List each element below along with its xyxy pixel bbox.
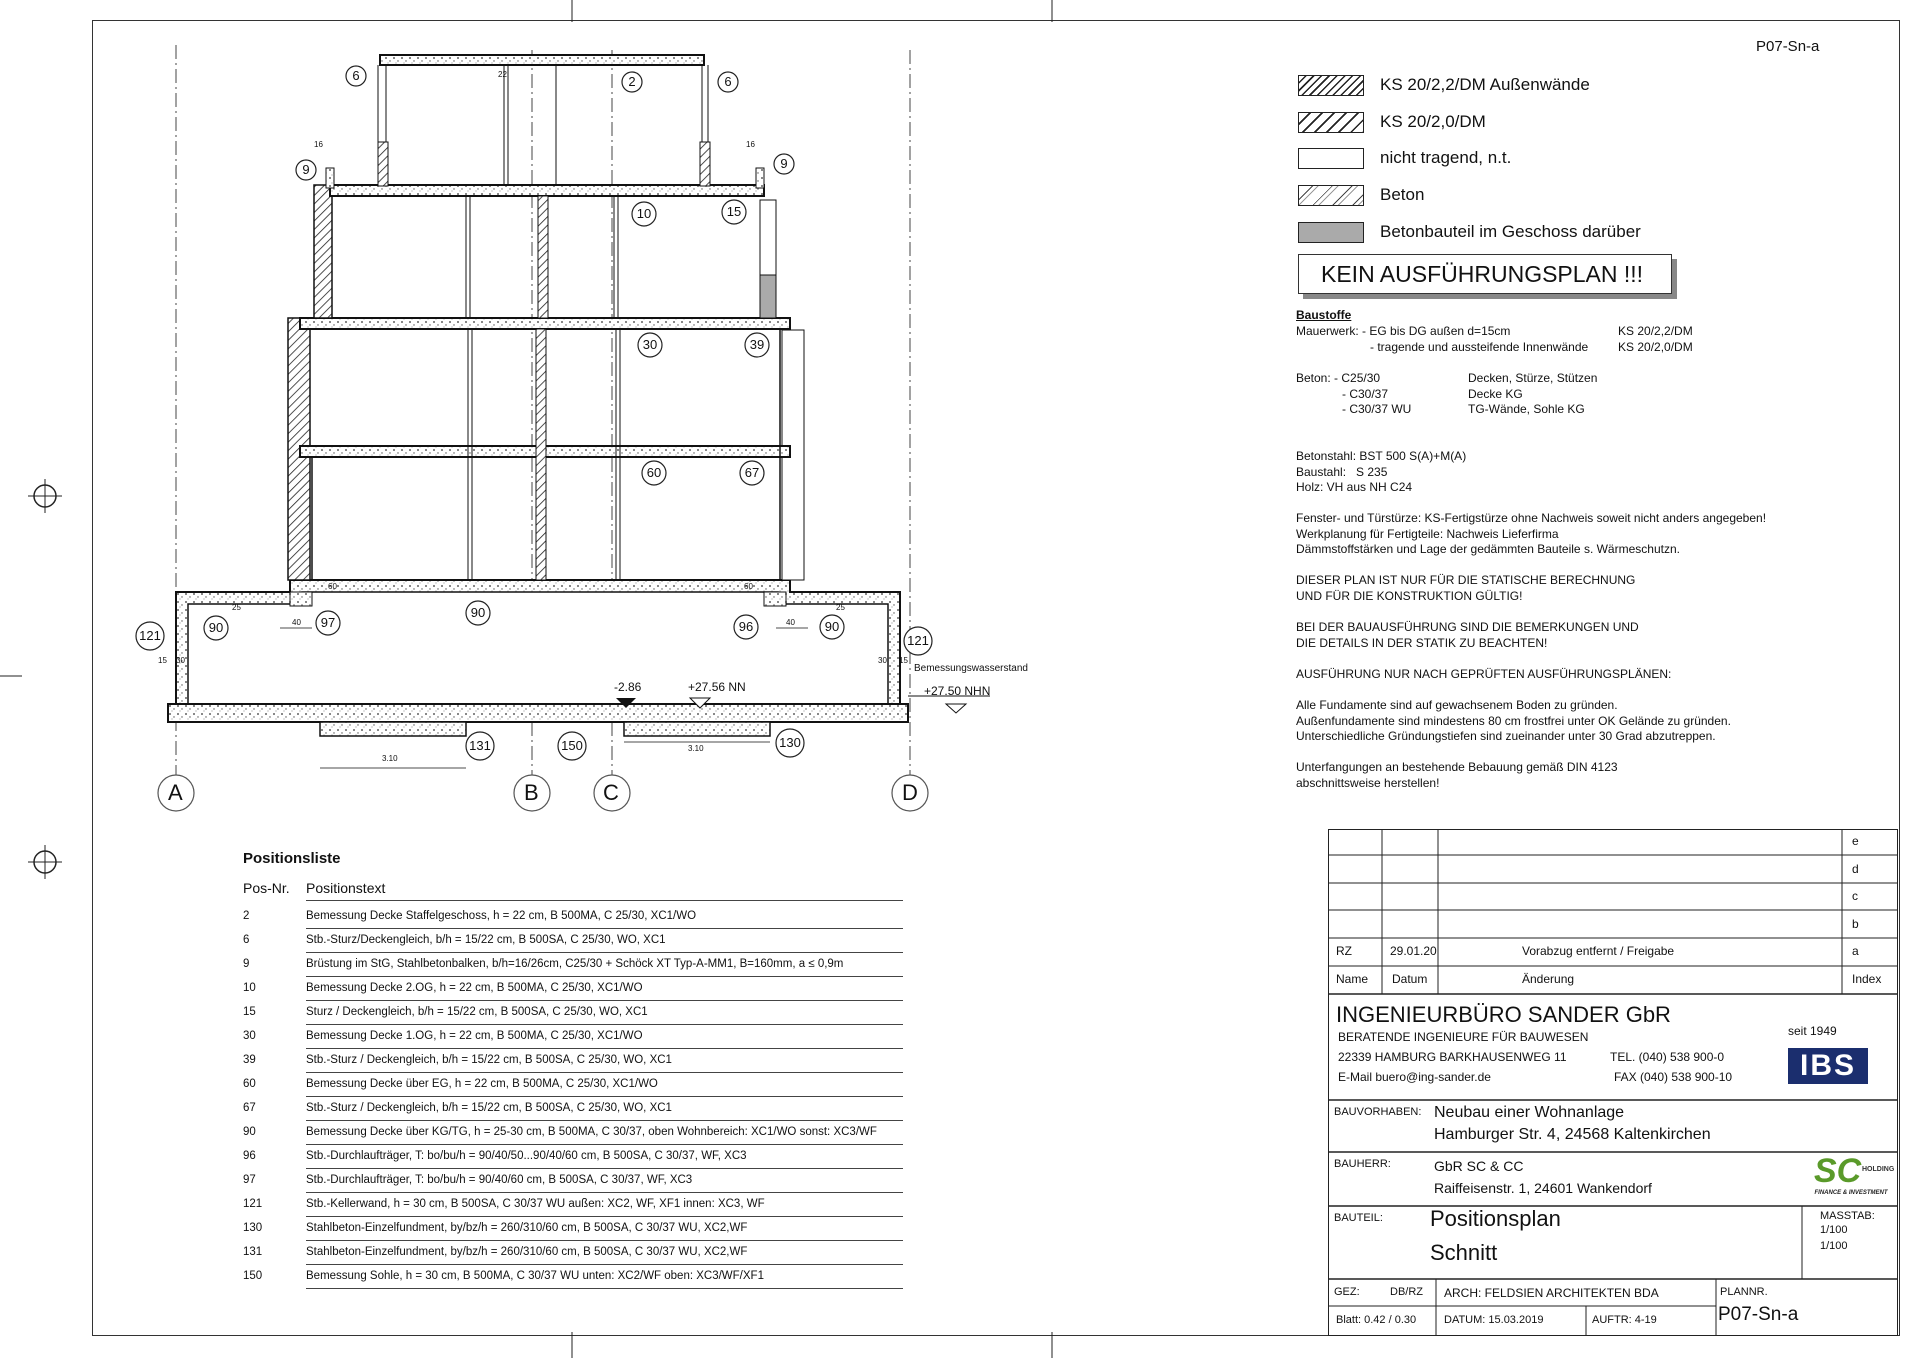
- position-number: 121: [243, 1198, 263, 1210]
- position-number: 97: [243, 1174, 256, 1186]
- position-marker-label: 60: [646, 465, 662, 480]
- position-marker-label: 97: [320, 615, 336, 630]
- legend-item: Betonbauteil im Geschoss darüber: [1298, 221, 1641, 243]
- datum-value: DATUM: 15.03.2019: [1444, 1314, 1544, 1326]
- position-marker-label: 67: [744, 465, 760, 480]
- position-number: 130: [243, 1222, 263, 1234]
- position-marker-label: 90: [208, 620, 224, 635]
- position-number: 30: [243, 1030, 256, 1042]
- ibs-logo: IBS: [1788, 1048, 1868, 1084]
- level-water: +27.50 NHN: [924, 684, 991, 698]
- position-marker-label: 131: [469, 738, 491, 753]
- position-marker-label: 15: [726, 204, 742, 219]
- position-text: Stb.-Sturz / Deckengleich, b/h = 15/22 cm, B 500SA, C 25/30, WO, XC1: [306, 1054, 903, 1073]
- rev-header-index: Index: [1852, 972, 1882, 986]
- bauherr-label: BAUHERR:: [1334, 1158, 1391, 1170]
- company-address: 22339 HAMBURG BARKHAUSENWEG 11: [1338, 1050, 1567, 1064]
- level-nn: +27.56 NN: [688, 680, 746, 694]
- grid-axis-label: A: [168, 780, 183, 805]
- position-marker-label: 96: [738, 619, 754, 634]
- grid-axis-label: B: [524, 780, 539, 805]
- legend-item: nicht tragend, n.t.: [1298, 147, 1511, 169]
- notes-line: Mauerwerk: - EG bis DG außen d=15cm: [1296, 324, 1511, 338]
- revision-index: e: [1852, 834, 1859, 848]
- revision-change: Vorabzug entfernt / Freigabe: [1522, 944, 1675, 958]
- dimension-label: 3.10: [688, 744, 704, 753]
- massstab-label: MASSTAB:: [1820, 1210, 1875, 1222]
- position-text: Bemessung Decke 1.OG, h = 22 cm, B 500MA, C 25/30, XC1/WO: [306, 1030, 903, 1049]
- dimension-label: 25: [232, 603, 241, 612]
- bauvorhaben-line1: Neubau einer Wohnanlage: [1434, 1104, 1625, 1121]
- notes-line: - tragende und aussteifende Innenwände: [1370, 340, 1589, 354]
- position-marker-label: 9: [302, 162, 310, 177]
- position-marker-label: 2: [628, 74, 636, 89]
- notes-block: BEI DER BAUAUSFÜHRUNG SIND DIE BEMERKUNGEN UND DIE DETAILS IN DER STATIK ZU BEACHTEN!: [1296, 620, 1639, 650]
- bauteil-line2: Schnitt: [1430, 1240, 1498, 1265]
- dimension-label: 60: [328, 582, 337, 591]
- bauvorhaben-line2: Hamburger Str. 4, 24568 Kaltenkirchen: [1434, 1126, 1711, 1143]
- blatt-value: Blatt: 0.42 / 0.30: [1336, 1314, 1417, 1326]
- revision-index: c: [1852, 889, 1858, 903]
- notes-block: Fenster- und Türstürze: KS-Fertigstürze ohne Nachweis soweit nicht anders angegeben! Werkplanung für Fertigteile: Nachweis Lieferfirma Dämmstoffstärken und Lage der gedämmten Bauteile s. Wärmeschutzn.: [1296, 511, 1767, 556]
- notes-line: Beton: - C25/30: [1296, 371, 1381, 385]
- notes-value: KS 20/2,2/DM: [1618, 324, 1693, 338]
- positions-header: Pos-Nr. Positionstext: [243, 880, 290, 896]
- dimension-label: 16: [314, 140, 323, 149]
- position-number: 67: [243, 1102, 256, 1114]
- dimension-label: 40: [292, 618, 301, 627]
- position-number: 131: [243, 1246, 263, 1258]
- position-number: 9: [243, 958, 250, 970]
- position-text: Bemessung Decke 2.OG, h = 22 cm, B 500MA, C 25/30, XC1/WO: [306, 982, 903, 1001]
- notes-value: Decken, Stürze, Stützen: [1468, 371, 1598, 385]
- position-marker-label: 39: [749, 337, 765, 352]
- arch-label: ARCH: FELDSIEN ARCHITEKTEN BDA: [1444, 1286, 1659, 1300]
- bauteil-label: BAUTEIL:: [1334, 1212, 1383, 1224]
- notes-block: Unterfangungen an bestehende Bebauung gemäß DIN 4123 abschnittsweise herstellen!: [1296, 760, 1618, 790]
- position-marker-label: 130: [779, 735, 801, 750]
- position-number: 150: [243, 1270, 263, 1282]
- company-sub: BERATENDE INGENIEURE FÜR BAUWESEN: [1338, 1030, 1589, 1044]
- position-text: Stahlbeton-Einzelfundment, by/bz/h = 260/310/60 cm, B 500SA, C 30/37 WU, XC2,WF: [306, 1246, 903, 1265]
- position-number: 6: [243, 934, 250, 946]
- bauvorhaben-label: BAUVORHABEN:: [1334, 1106, 1422, 1118]
- level-minus: -2.86: [614, 680, 642, 694]
- notes-line: - C30/37: [1342, 387, 1389, 401]
- position-number: 10: [243, 982, 256, 994]
- dimension-label: 16: [746, 140, 755, 149]
- plannr-value: P07-Sn-a: [1718, 1304, 1799, 1325]
- position-text: Stahlbeton-Einzelfundment, by/bz/h = 260/310/60 cm, B 500SA, C 30/37 WU, XC2,WF: [306, 1222, 903, 1241]
- company-email: E-Mail buero@ing-sander.de: [1338, 1070, 1491, 1084]
- plannr-label: PLANNR.: [1720, 1286, 1768, 1298]
- position-number: 96: [243, 1150, 256, 1162]
- gez-value: DB/RZ: [1390, 1286, 1423, 1298]
- company-fax: FAX (040) 538 900-10: [1614, 1070, 1733, 1084]
- company-tel: TEL. (040) 538 900-0: [1610, 1050, 1725, 1064]
- legend-item: KS 20/2,0/DM: [1298, 111, 1486, 133]
- bauherr-line1: GbR SC & CC: [1434, 1158, 1524, 1174]
- notes-value: KS 20/2,0/DM: [1618, 340, 1693, 354]
- position-marker-label: 90: [470, 605, 486, 620]
- rev-header-name: Name: [1336, 972, 1369, 986]
- legend-item: Beton: [1298, 184, 1424, 206]
- position-text: Sturz / Deckengleich, b/h = 15/22 cm, B 500SA, C 25/30, WO, XC1: [306, 1006, 903, 1025]
- dimension-label: 60: [744, 582, 753, 591]
- bauteil-line1: Positionsplan: [1430, 1206, 1561, 1231]
- revision-index: a: [1852, 944, 1859, 958]
- notes-line: - C30/37 WU: [1342, 402, 1412, 416]
- grid-axis-label: C: [603, 780, 619, 805]
- dimension-label: 22: [498, 70, 507, 79]
- position-text: Stb.-Durchlaufträger, T: bo/bu/h = 90/40/50...90/40/60 cm, B 500SA, C 30/37, WF, XC3: [306, 1150, 903, 1169]
- since-label: seit 1949: [1788, 1024, 1837, 1038]
- position-number: 2: [243, 910, 250, 922]
- positions-title: Positionsliste: [243, 850, 341, 867]
- bauherr-line2: Raiffeisenstr. 1, 24601 Wankendorf: [1434, 1180, 1652, 1196]
- dimension-label: 15: [899, 656, 908, 665]
- position-text: Stb.-Sturz / Deckengleich, b/h = 15/22 cm, B 500SA, C 25/30, WO, XC1: [306, 1102, 903, 1121]
- position-number: 39: [243, 1054, 256, 1066]
- revision-name: RZ: [1336, 944, 1352, 958]
- position-number: 60: [243, 1078, 256, 1090]
- dimension-label: 25: [836, 603, 845, 612]
- position-number: 15: [243, 1006, 256, 1018]
- plan-code: P07-Sn-a: [1756, 38, 1820, 55]
- position-text: Stb.-Durchlaufträger, T: bo/bu/h = 90/40/60 cm, B 500SA, C 30/37, WF, XC3: [306, 1174, 903, 1193]
- position-marker-label: 121: [907, 633, 929, 648]
- position-marker-label: 121: [139, 628, 161, 643]
- auftr-value: AUFTR: 4-19: [1592, 1314, 1657, 1326]
- position-marker-label: 6: [352, 68, 360, 83]
- rev-header-change: Änderung: [1522, 972, 1575, 986]
- position-text: Stb.-Kellerwand, h = 30 cm, B 500SA, C 30/37 WU außen: XC2, WF, XF1 innen: XC3, WF: [306, 1198, 903, 1217]
- position-text: Bemessung Sohle, h = 30 cm, B 500MA, C 30/37 WU unten: XC2/WF oben: XC3/WF/XF1: [306, 1270, 903, 1289]
- dimension-label: 3.10: [382, 754, 398, 763]
- position-text: Brüstung im StG, Stahlbetonbalken, b/h=16/26cm, C25/30 + Schöck XT Typ-A-MM1, B=160mm, a ≤ 0,9m: [306, 958, 903, 977]
- notes-block: Betonstahl: BST 500 S(A)+M(A) Baustahl: S 235 Holz: VH aus NH C24: [1296, 449, 1467, 494]
- position-marker-label: 30: [642, 337, 658, 352]
- grid-axis-label: D: [902, 780, 918, 805]
- notes-block: Alle Fundamente sind auf gewachsenem Boden zu gründen. Außenfundamente sind mindestens 80 cm frostfrei unter OK Gelände zu gründen. Unterschiedliche Gründungstiefen sind zueinander unter 30 Grad abzutreppen.: [1296, 698, 1731, 743]
- notes-block: AUSFÜHRUNG NUR NACH GEPRÜFTEN AUSFÜHRUNGSPLÄNEN:: [1296, 667, 1672, 681]
- position-marker-label: 150: [561, 738, 583, 753]
- notes-value: TG-Wände, Sohle KG: [1468, 402, 1585, 416]
- position-marker-label: 10: [636, 206, 652, 221]
- position-text: Bemessung Decke Staffelgeschoss, h = 22 cm, B 500MA, C 25/30, XC1/WO: [306, 910, 903, 929]
- notes-heading: Baustoffe: [1296, 308, 1352, 322]
- revision-index: b: [1852, 916, 1859, 931]
- massstab-value: 1/100: [1820, 1240, 1848, 1252]
- dimension-label: 15: [158, 656, 167, 665]
- position-marker-label: 90: [824, 619, 840, 634]
- sc-holding-logo: SC HOLDING FINANCE & INVESTMENT: [1814, 1152, 1895, 1196]
- notes-value: Decke KG: [1468, 387, 1523, 401]
- rev-header-date: Datum: [1392, 972, 1428, 986]
- dimension-label: 40: [786, 618, 795, 627]
- notes-block: DIESER PLAN IST NUR FÜR DIE STATISCHE BERECHNUNG UND FÜR DIE KONSTRUKTION GÜLTIG!: [1296, 573, 1636, 603]
- warning-banner: KEIN AUSFÜHRUNGSPLAN !!!: [1298, 254, 1672, 294]
- position-marker-label: 9: [780, 156, 788, 171]
- water-label: Bemessungswasserstand: [914, 663, 1028, 674]
- position-text: Bemessung Decke über EG, h = 22 cm, B 500MA, C 25/30, XC1/WO: [306, 1078, 903, 1097]
- revision-date: 29.01.20: [1390, 944, 1437, 958]
- position-marker-label: 6: [724, 74, 732, 89]
- position-text: Bemessung Decke über KG/TG, h = 25-30 cm, B 500MA, C 30/37, oben Wohnbereich: XC1/WO sonst: XC3/WF: [306, 1126, 903, 1145]
- position-number: 90: [243, 1126, 256, 1138]
- revision-index: d: [1852, 861, 1859, 876]
- gez-label: GEZ:: [1334, 1286, 1360, 1298]
- massstab-value: 1/100: [1820, 1224, 1848, 1236]
- dimension-label: 30: [176, 656, 185, 665]
- position-text: Stb.-Sturz/Deckengleich, b/h = 15/22 cm, B 500SA, C 25/30, WO, XC1: [306, 934, 903, 953]
- legend-item: KS 20/2,2/DM Außenwände: [1298, 74, 1590, 96]
- dimension-label: 30: [878, 656, 887, 665]
- company-name: INGENIEURBÜRO SANDER GbR: [1336, 1002, 1671, 1027]
